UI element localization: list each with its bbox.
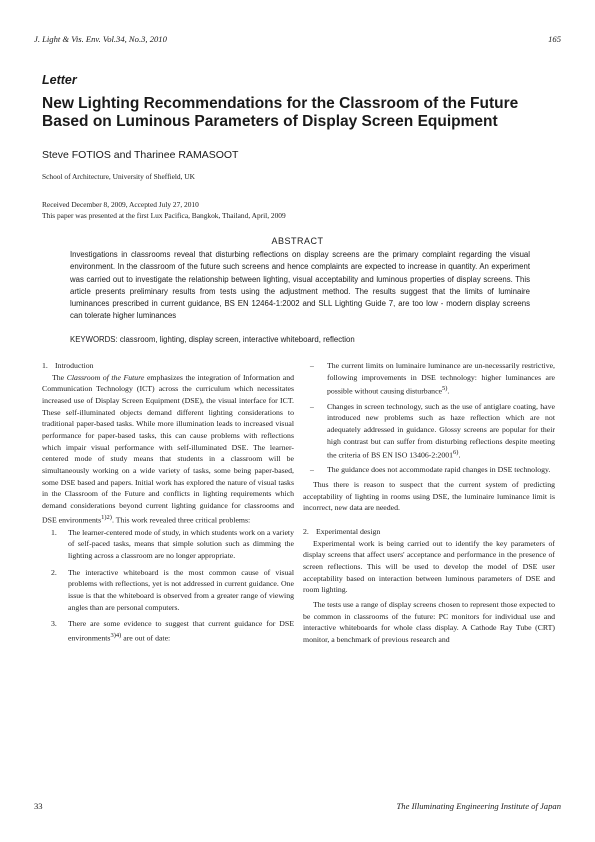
keywords-line [70, 335, 540, 344]
dash-marker: – [310, 465, 314, 475]
section-2-heading [303, 526, 555, 538]
intro-text-b: emphasizes the integration of Information and Communication Technology (ICT) across the curriculum which necessitates increased use of Display Screen Equipment (DSE), the visual interface for ICT. These self-illuminated objects demand different lighting considerations to traditional paper-based tasks. While more illumination leads to increased visual performance for paper-based tasks, this can cause problems with reflections which impair visual performance with self-illuminated DSE. The learner-centered mode of study means that students in a classroom will be simultaneously working on a wide variety of tasks, some being paper-based, some DSE based and papers. Initial work has explored the nature of visual tasks in the Classroom of the Future and conflicts in lighting requirements which demand considerations beyond current lighting guidance for classrooms and DSE environments [42, 372, 295, 525]
problem-text: The learner-centered mode of study, in which students work on a variety of self-paced tasks, means that simple solution such as dimming the lighting across a classroom are no longer appropriate. [68, 527, 294, 561]
section-1-number: 1. [42, 361, 48, 370]
affiliation: School of Architecture, University of Sheffield, UK [42, 172, 195, 181]
section-1-title: Introduction [55, 361, 94, 370]
problem-number: 2. [51, 567, 57, 577]
article-title: New Lighting Recommendations for the Classroom of the Future Based on Luminous Parameters of Display Screen Equipment [42, 95, 519, 130]
problem-citation: 3)4) [110, 632, 122, 640]
dash-marker: – [310, 401, 314, 411]
problem-text: The interactive whiteboard is the most common cause of visual problems with reflections, yet is not addressed in current guidance. One issue is that the whiteboard is observed from a greater range of viewing angles than are personal computers. [68, 567, 294, 612]
authors: Steve FOTIOS and Tharinee RAMASOOT [42, 149, 239, 161]
abstract-text: Investigations in classrooms reveal that disturbing reflections on display screens are the primary complaint regarding the visual environment. In the classroom of the future such screens and hence complaints are expected to increase in quantity. An experiment was carried out to investigate the relationship between lighting, visual acceptability and luminous properties of display screens. This article presents preliminary results from tests using the adjustment method. The results suggest that the limits of luminaire luminances prescribed in current guidance, BS EN 12464-1:2002 and SLL Lighting Guide 7, are too low - modern display screens can tolerate higher luminances [70, 250, 530, 321]
problem-text-tail: are out of date: [121, 633, 171, 643]
experimental-paragraph-2: The tests use a range of display screens chosen to represent those expected to be common in classrooms of the future: PC monitors for individual use and interactive whiteboards for whole class display. A Cathode Ray Tube (CRT) monitor, a benchmark of previous research and [303, 600, 555, 644]
section-spacer [303, 514, 555, 526]
intro-text-c: . This work revealed three critical problems: [111, 515, 251, 525]
guidance-issue-item [303, 360, 555, 398]
guidance-issues-list [303, 360, 555, 476]
issue-page-number: 33 [34, 801, 43, 811]
issue-text: The guidance does not accommodate rapid changes in DSE technology. [327, 465, 551, 475]
guidance-issue-item [303, 401, 555, 462]
intro-text-a: The [52, 372, 67, 382]
left-column [42, 360, 294, 649]
section-2-number: 2. [303, 527, 309, 537]
experimental-paragraph-1: Experimental work is being carried out to identify the key parameters of display screens that affect users' acceptance and performance in the presence of screen reflections. This will be used to develop the model of DSE user acceptability based on interaction between luminous parameters of DSE and room lighting. [303, 538, 555, 595]
conclusion-paragraph: Thus there is reason to suspect that the current system of predicting acceptability of lighting in rooms using DSE, the luminaire luminance limit is incorrect, new data are needed. [303, 480, 555, 513]
problem-number: 3. [51, 619, 57, 629]
issue-text: The current limits on luminaire luminance are un-necessarily restrictive, following improvements in DSE technology: higher luminances are possible without causing disturbance [327, 361, 555, 396]
problem-item [42, 527, 294, 562]
problem-item [42, 567, 294, 614]
problem-number: 1. [51, 527, 57, 537]
intro-paragraph [42, 372, 294, 526]
keywords-list: classroom, lighting, display screen, interactive whiteboard, reflection [119, 335, 355, 344]
abstract-heading: ABSTRACT [271, 236, 324, 246]
journal-page-number: 165 [548, 34, 561, 44]
problem-item [42, 618, 294, 644]
received-line: Received December 8, 2009, Accepted July 27, 2010 [42, 200, 199, 209]
keywords-label: KEYWORDS: [70, 335, 118, 344]
dash-marker: – [310, 361, 314, 370]
section-2-title: Experimental design [316, 527, 381, 537]
issue-citation: 6) [453, 449, 459, 457]
issue-text-tail: . [458, 450, 461, 460]
issue-text: Changes in screen technology, such as the use of antiglare coating, have introduced new problems such as haze reflection which are not adequately addressed in guidance. Glossy screens are popular for their high contrast but can suffer from disturbing reflections despite meeting the criteria of BS EN ISO 13406-2:2001 [327, 401, 555, 460]
issue-text-tail: . [447, 386, 450, 396]
problems-list [42, 527, 294, 645]
problem-text: There are some evidence to suggest that current guidance for DSE environments [68, 619, 294, 643]
issue-citation: 5) [442, 385, 448, 393]
guidance-issue-item [303, 464, 555, 476]
article-type: Letter [42, 73, 77, 87]
publisher-name: The Illuminating Engineering Institute of Japan [396, 801, 561, 811]
submission-dates [42, 199, 286, 221]
intro-emphasis: Classroom of the Future [66, 372, 145, 382]
presented-line: This paper was presented at the first Lux Pacifica, Bangkok, Thailand, April, 2009 [42, 211, 286, 220]
section-1-heading [42, 360, 294, 372]
journal-citation: J. Light & Vis. Env. Vol.34, No.3, 2010 [34, 34, 167, 44]
right-column [303, 360, 555, 646]
intro-citation: 1)2) [101, 513, 112, 521]
